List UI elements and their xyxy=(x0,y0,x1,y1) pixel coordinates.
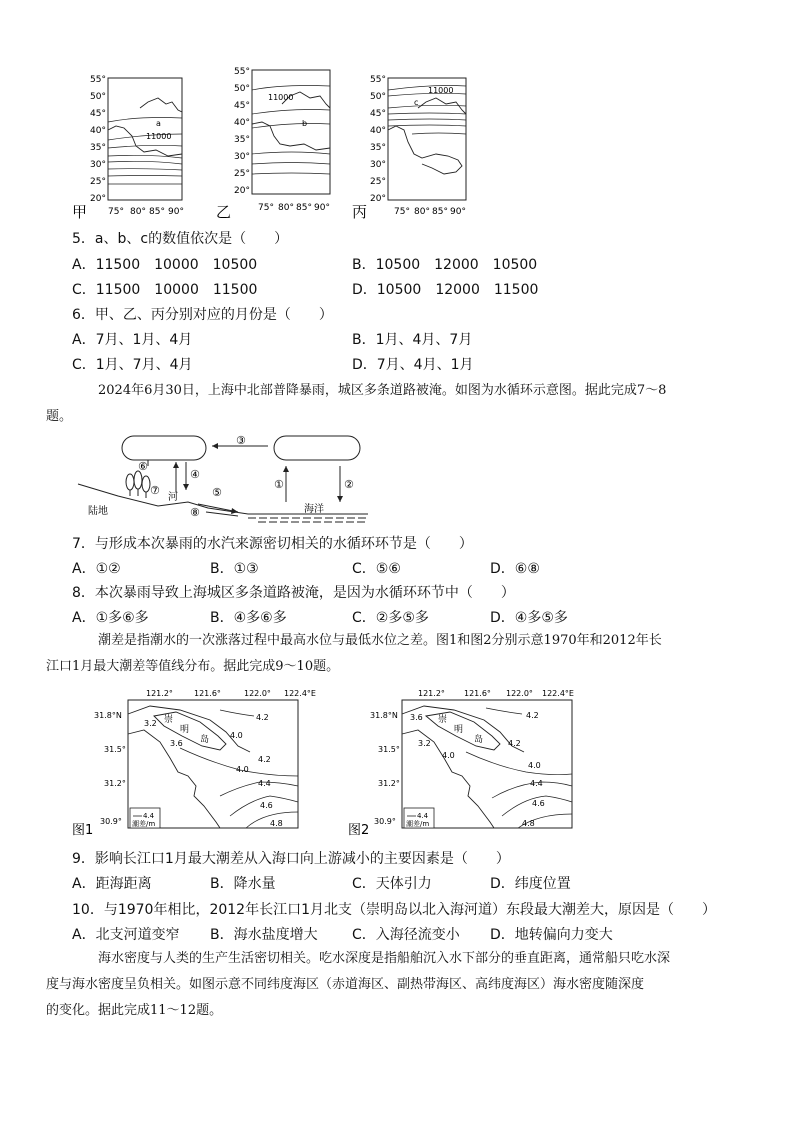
label-2: ② xyxy=(344,478,354,491)
contour-value: 4.2 xyxy=(258,755,271,764)
lat-tick: 31.2° xyxy=(378,779,400,788)
contour-value: 3.6 xyxy=(410,713,423,722)
intro-line: 题。 xyxy=(46,409,73,424)
tide-maps-figure xyxy=(70,686,590,836)
q7-option-b[interactable]: B．①③ xyxy=(210,561,259,577)
lon-tick: 122.4°E xyxy=(542,689,574,698)
contour-value: 3.6 xyxy=(170,739,183,748)
panel-yi xyxy=(216,67,330,221)
label-land: 陆地 xyxy=(88,506,108,517)
lon-tick: 85° xyxy=(432,207,448,217)
lat-tick: 45° xyxy=(370,109,386,119)
lon-tick: 122.0° xyxy=(244,689,271,698)
contour-value: 4.4 xyxy=(530,779,543,788)
q7-option-a[interactable]: A．①② xyxy=(72,561,121,577)
contour-label: a xyxy=(156,119,161,128)
lat-tick: 40° xyxy=(370,126,386,136)
map-caption: 图2 xyxy=(348,823,370,838)
tide-map-2 xyxy=(348,689,574,838)
lat-tick: 20° xyxy=(370,194,386,204)
lat-tick: 20° xyxy=(90,194,106,204)
island-char: 岛 xyxy=(474,735,484,745)
lon-tick: 80° xyxy=(130,207,146,217)
contour-label: b xyxy=(302,119,308,128)
q9-option-d[interactable]: D．纬度位置 xyxy=(490,876,571,892)
lon-tick: 121.2° xyxy=(146,689,173,698)
lon-tick: 90° xyxy=(314,203,330,213)
intro-line: 潮差是指潮水的一次涨落过程中最高水位与最低水位之差。图1和图2分别示意1970年和2012年长 xyxy=(98,633,662,648)
lon-tick: 122.0° xyxy=(506,689,533,698)
intro-line: 江口1月最大潮差等值线分布。据此完成9～10题。 xyxy=(46,659,340,674)
intro-line: 2024年6月30日，上海中北部普降暴雨，城区多条道路被淹。如图为水循环示意图。据此完成7～8 xyxy=(98,383,667,398)
lon-tick: 75° xyxy=(394,207,410,217)
label-4: ④ xyxy=(190,468,200,481)
label-sea: 海洋 xyxy=(304,504,324,515)
intro-line: 度与海水密度呈负相关。如图示意不同纬度海区（赤道海区、副热带海区、高纬度海区）海水密度随深度 xyxy=(46,977,645,992)
q8-option-c[interactable]: C．②多⑤多 xyxy=(352,610,429,626)
lat-tick: 20° xyxy=(234,186,250,196)
lat-tick: 35° xyxy=(90,143,106,153)
legend-text: 潮差/m xyxy=(132,820,156,828)
q6-option-c[interactable]: C．1月、7月、4月 xyxy=(72,357,193,373)
lat-tick: 50° xyxy=(234,84,250,94)
q9-stem: 9．影响长江口1月最大潮差从入海口向上游减小的主要因素是（ ） xyxy=(72,851,510,867)
contour-value: 4.6 xyxy=(260,801,273,810)
intro-9-10 xyxy=(46,628,722,680)
q10-option-d[interactable]: D．地转偏向力变大 xyxy=(490,927,613,943)
lat-tick: 30.9° xyxy=(374,817,396,826)
panel-jia xyxy=(72,75,184,221)
label-7: ⑦ xyxy=(150,484,160,497)
cloud-sea xyxy=(274,436,360,460)
q6-stem: 6．甲、乙、丙分别对应的月份是（ ） xyxy=(72,307,333,323)
q5-option-b[interactable]: B．10500 12000 10500 xyxy=(352,257,538,273)
q6-option-a[interactable]: A．7月、1月、4月 xyxy=(72,332,193,348)
intro-line: 的变化。据此完成11～12题。 xyxy=(46,1003,223,1018)
lat-tick: 55° xyxy=(234,67,250,77)
q7-stem: 7．与形成本次暴雨的水汽来源密切相关的水循环环节是（ ） xyxy=(72,536,473,552)
lat-tick: 55° xyxy=(370,75,386,85)
q10-option-a[interactable]: A．北支河道变窄 xyxy=(72,927,180,943)
lat-tick: 25° xyxy=(90,177,106,187)
lat-tick: 40° xyxy=(234,118,250,128)
island-char: 崇 xyxy=(164,715,174,725)
q10-option-c[interactable]: C．入海径流变小 xyxy=(352,927,460,943)
label-5: ⑤ xyxy=(212,486,222,499)
lat-tick: 31.5° xyxy=(104,745,126,754)
q10-stem: 10．与1970年相比，2012年长江口1月北支（崇明岛以北入海河道）东段最大潮差大，原因是（ ） xyxy=(72,902,716,918)
q10-option-b[interactable]: B．海水盐度增大 xyxy=(210,927,318,943)
q8-option-a[interactable]: A．①多⑥多 xyxy=(72,610,149,626)
island-char: 崇 xyxy=(438,715,448,725)
cloud-land xyxy=(122,436,206,460)
legend-value: 4.4 xyxy=(143,812,155,820)
intro-11-12 xyxy=(46,946,722,1024)
q9-option-c[interactable]: C．天体引力 xyxy=(352,876,432,892)
lon-tick: 80° xyxy=(278,203,294,213)
contour-label: c xyxy=(414,98,419,107)
lon-tick: 121.2° xyxy=(418,689,445,698)
contour-value: 4.0 xyxy=(528,761,541,770)
tide-map-1 xyxy=(72,689,316,838)
intro-7-8 xyxy=(46,378,722,430)
panel-bing xyxy=(352,75,466,221)
lon-tick: 90° xyxy=(168,207,184,217)
lon-tick: 75° xyxy=(258,203,274,213)
contour-value: 4.2 xyxy=(256,713,269,722)
water-cycle-figure xyxy=(78,432,368,524)
q8-option-b[interactable]: B．④多⑥多 xyxy=(210,610,287,626)
label-river: 河 xyxy=(168,492,178,503)
contour-value: 4.0 xyxy=(230,731,243,740)
q9-option-b[interactable]: B．降水量 xyxy=(210,876,276,892)
panel-label: 乙 xyxy=(216,203,232,221)
lon-tick: 80° xyxy=(414,207,430,217)
lat-tick: 45° xyxy=(90,109,106,119)
lat-tick: 35° xyxy=(234,135,250,145)
island-char: 岛 xyxy=(200,735,210,745)
contour-value: 4.0 xyxy=(236,765,249,774)
lon-tick: 122.4°E xyxy=(284,689,316,698)
legend-text: 潮差/m xyxy=(406,820,430,828)
lat-tick: 30° xyxy=(234,152,250,162)
lat-tick: 31.8°N xyxy=(94,711,122,720)
lat-tick: 40° xyxy=(90,126,106,136)
panel-label: 丙 xyxy=(352,203,368,221)
lat-tick: 50° xyxy=(370,92,386,102)
lon-tick: 85° xyxy=(149,207,165,217)
q7-option-c[interactable]: C．⑤⑥ xyxy=(352,561,401,577)
lat-tick: 55° xyxy=(90,75,106,85)
contour-value: 4.8 xyxy=(522,819,535,828)
contour-label: 11000 xyxy=(268,93,294,102)
contour-maps-figure xyxy=(68,68,478,220)
q8-option-d[interactable]: D．④多⑤多 xyxy=(490,610,568,626)
q5-option-d[interactable]: D．10500 12000 11500 xyxy=(352,282,539,298)
q6-option-d[interactable]: D．7月、4月、1月 xyxy=(352,357,474,373)
map-caption: 图1 xyxy=(72,823,94,838)
q7-option-d[interactable]: D．⑥⑧ xyxy=(490,561,540,577)
contour-label: 11000 xyxy=(428,86,454,95)
q6-option-b[interactable]: B．1月、4月、7月 xyxy=(352,332,473,348)
lat-tick: 31.5° xyxy=(378,745,400,754)
lat-tick: 30.9° xyxy=(100,817,122,826)
contour-value: 4.8 xyxy=(270,819,283,828)
lat-tick: 31.8°N xyxy=(370,711,398,720)
lon-tick: 121.6° xyxy=(194,689,221,698)
intro-line: 海水密度与人类的生产生活密切相关。吃水深度是指船舶沉入水下部分的垂直距离，通常船只吃水深 xyxy=(98,951,671,966)
label-1: ① xyxy=(274,478,284,491)
q5-option-a[interactable]: A．11500 10000 10500 xyxy=(72,257,258,273)
q8-stem: 8．本次暴雨导致上海城区多条道路被淹，是因为水循环环节中（ ） xyxy=(72,585,515,601)
lat-tick: 30° xyxy=(370,160,386,170)
label-3: ③ xyxy=(236,434,246,447)
lon-tick: 85° xyxy=(296,203,312,213)
contour-value: 3.2 xyxy=(418,739,431,748)
lon-tick: 121.6° xyxy=(464,689,491,698)
lat-tick: 31.2° xyxy=(104,779,126,788)
lat-tick: 25° xyxy=(370,177,386,187)
panel-label: 甲 xyxy=(72,203,88,221)
label-8: ⑧ xyxy=(190,506,200,519)
contour-value: 4.6 xyxy=(532,799,545,808)
label-6: ⑥ xyxy=(138,460,148,473)
q5-option-c[interactable]: C．11500 10000 11500 xyxy=(72,282,258,298)
island-char: 明 xyxy=(454,725,464,735)
contour-label: 11000 xyxy=(146,132,172,141)
contour-value: 4.2 xyxy=(526,711,539,720)
lat-tick: 25° xyxy=(234,169,250,179)
lon-tick: 90° xyxy=(450,207,466,217)
contour-value: 4.0 xyxy=(442,751,455,760)
lat-tick: 50° xyxy=(90,92,106,102)
legend-value: 4.4 xyxy=(417,812,429,820)
contour-value: 4.2 xyxy=(508,739,521,748)
trees xyxy=(126,471,150,498)
contour-value: 3.2 xyxy=(144,719,157,728)
q5-stem: 5．a、b、c的数值依次是（ ） xyxy=(72,231,289,247)
q9-option-a[interactable]: A．距海距离 xyxy=(72,876,152,892)
lat-tick: 45° xyxy=(234,101,250,111)
contour-value: 4.4 xyxy=(258,779,271,788)
lat-tick: 30° xyxy=(90,160,106,170)
lon-tick: 75° xyxy=(108,207,124,217)
lat-tick: 35° xyxy=(370,143,386,153)
island-char: 明 xyxy=(180,725,190,735)
